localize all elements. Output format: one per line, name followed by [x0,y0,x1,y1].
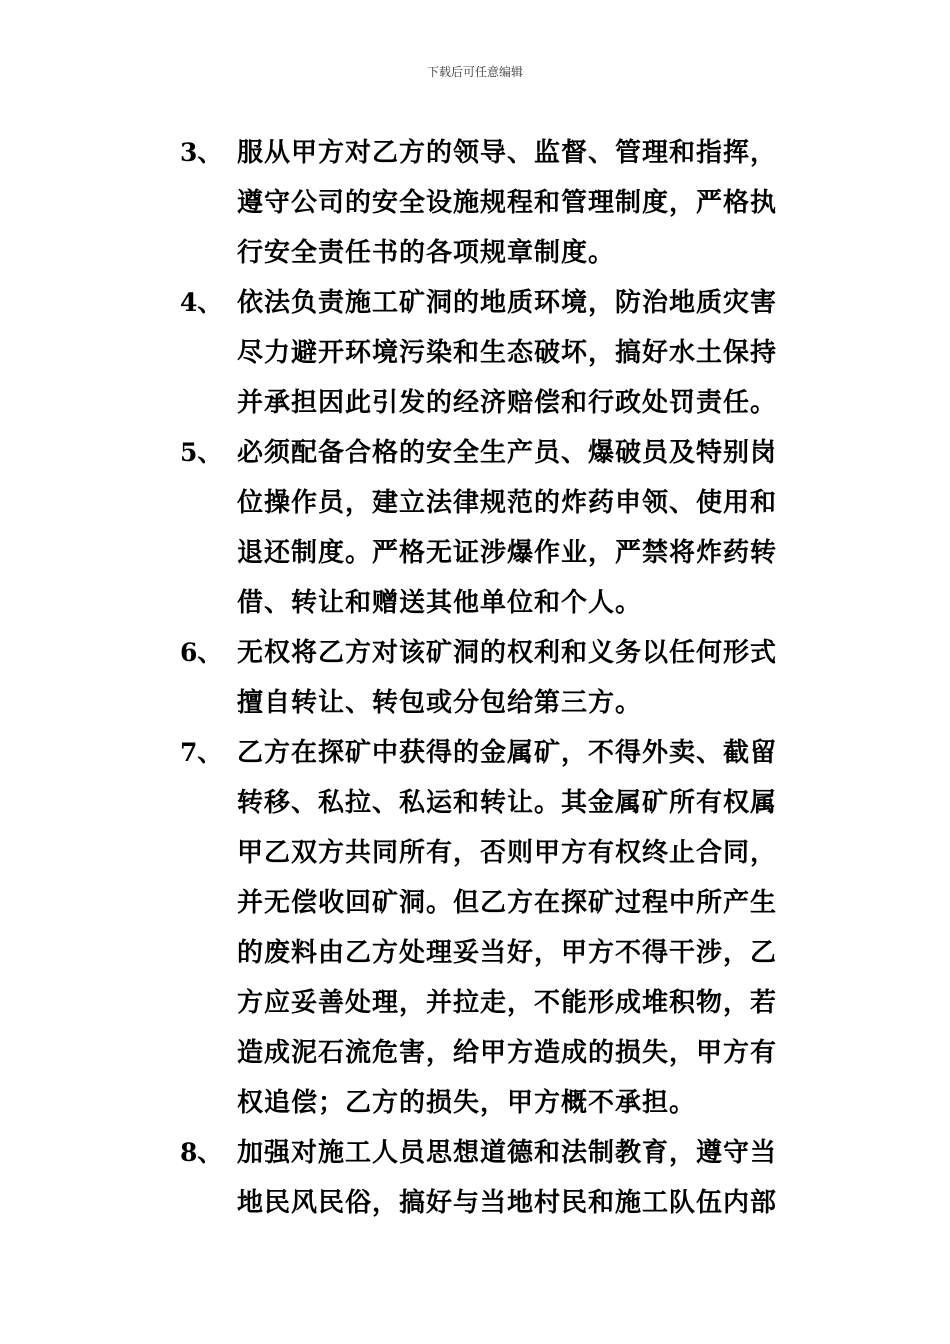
clause-line: 转移、私拉、私运和转让。其金属矿所有权属 [237,788,778,818]
clause-number: 6、 [180,638,223,667]
clause-item-4 [0,278,950,428]
clause-line: 的废料由乙方处理妥当好，甲方不得干涉，乙 [237,938,778,968]
clause-number: 4、 [180,288,223,317]
clause-line: 无权将乙方对该矿洞的权利和义务以任何形式 [237,638,778,668]
clause-line: 服从甲方对乙方的领导、监督、管理和指挥， [237,138,778,168]
clause-item-5 [0,428,950,628]
clause-line: 并承担因此引发的经济赔偿和行政处罚责任。 [237,388,778,418]
clause-line: 并无偿收回矿洞。但乙方在探矿过程中所产生 [237,888,778,918]
clause-item-3 [0,128,950,278]
clause-number: 3、 [180,138,223,167]
clause-line: 位操作员，建立法律规范的炸药申领、使用和 [237,488,778,518]
clause-line: 借、转让和赠送其他单位和个人。 [237,588,643,618]
clause-number: 8、 [180,1138,223,1167]
clause-line: 地民风民俗，搞好与当地村民和施工队伍内部 [237,1188,778,1218]
clause-line: 权追偿；乙方的损失，甲方概不承担。 [237,1088,697,1118]
clause-item-6 [0,628,950,728]
clause-line: 方应妥善处理，并拉走，不能形成堆积物，若 [237,988,778,1018]
clause-item-7 [0,728,950,1128]
clause-line: 加强对施工人员思想道德和法制教育，遵守当 [237,1138,778,1168]
clause-line: 行安全责任书的各项规章制度。 [237,238,616,268]
clause-line: 尽力避开环境污染和生态破坏，搞好水土保持 [237,338,778,368]
clause-line: 退还制度。严格无证涉爆作业，严禁将炸药转 [237,538,778,568]
clause-number: 5、 [180,438,223,467]
page-header: 下载后可任意编辑 [426,65,523,79]
clause-line: 乙方在探矿中获得的金属矿，不得外卖、截留 [237,738,778,768]
clause-line: 遵守公司的安全设施规程和管理制度，严格执 [237,188,778,218]
clause-item-8 [0,1128,950,1228]
clause-number: 7、 [180,738,223,767]
clause-line: 依法负责施工矿洞的地质环境，防治地质灾害 [237,288,778,318]
clause-line: 甲乙双方共同所有，否则甲方有权终止合同， [237,838,778,868]
clause-line: 造成泥石流危害，给甲方造成的损失，甲方有 [237,1038,778,1068]
clause-line: 擅自转让、转包或分包给第三方。 [237,688,643,718]
clause-line: 必须配备合格的安全生产员、爆破员及特别岗 [237,438,778,468]
clause-list [0,128,950,1228]
